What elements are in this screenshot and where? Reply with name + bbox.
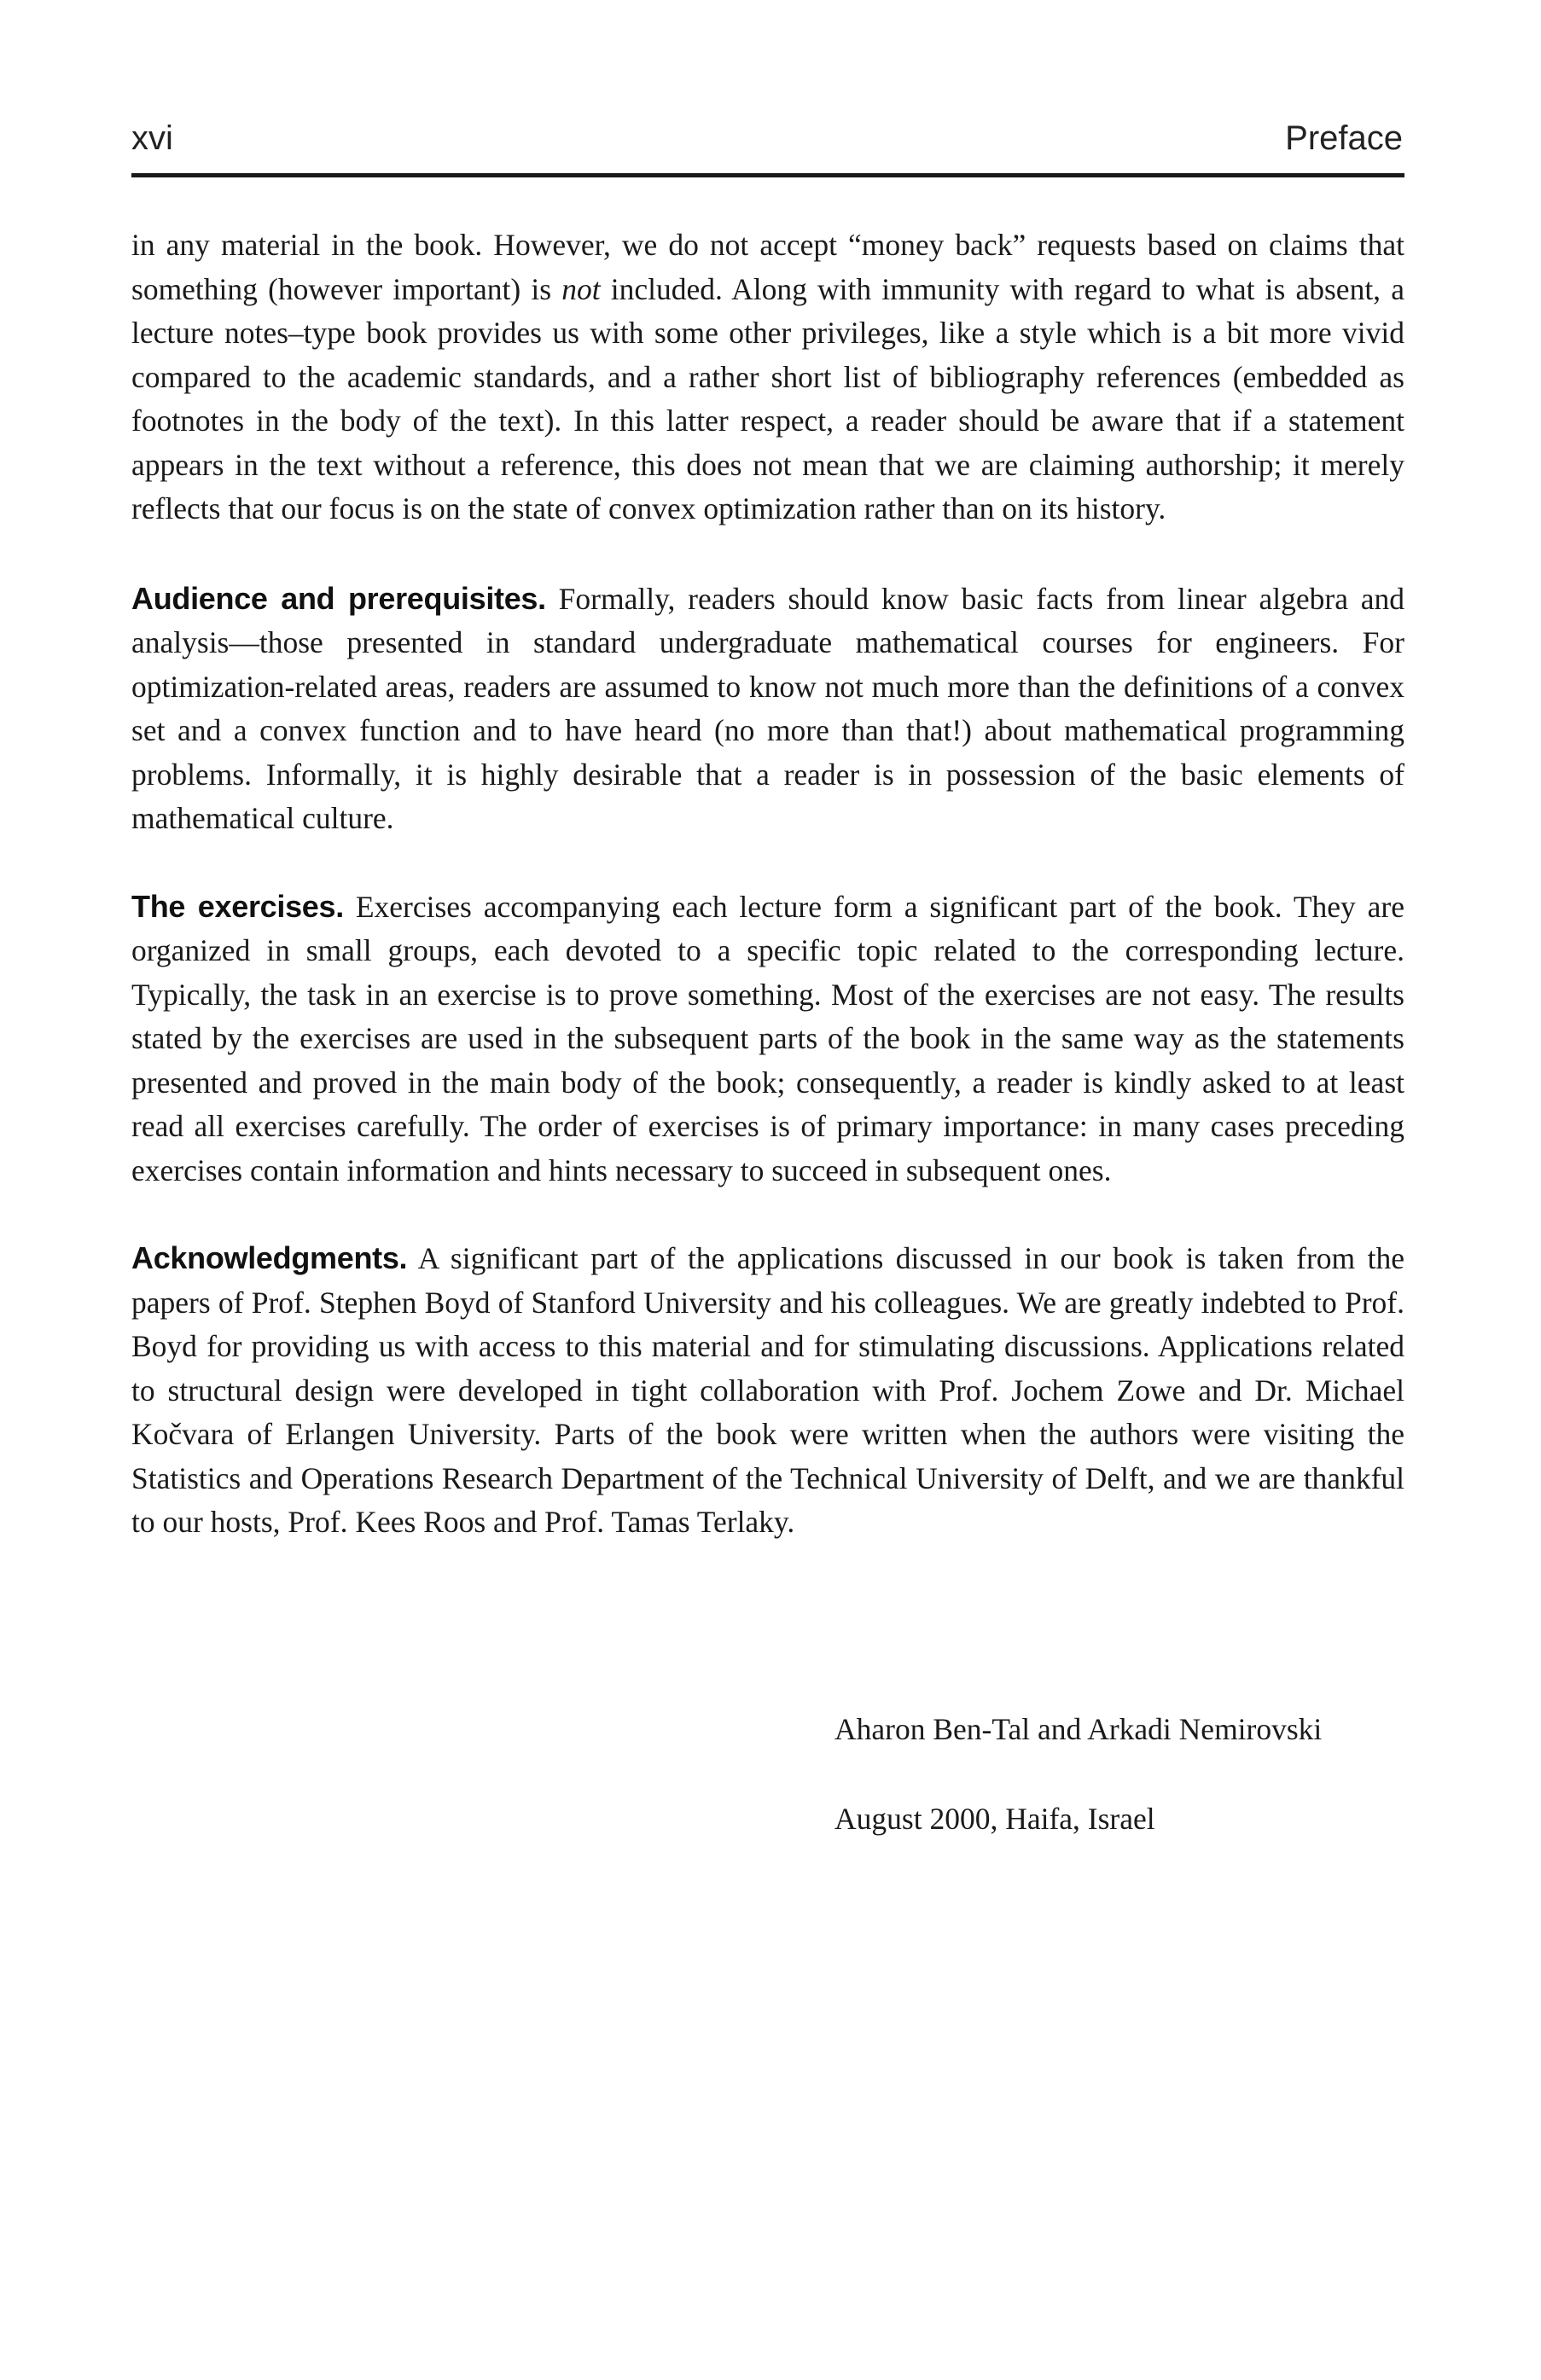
intro-paragraph (131, 223, 1404, 531)
signature-block (834, 1708, 1404, 1841)
exercises-paragraph (131, 885, 1404, 1193)
intro-emphasis: not (561, 271, 601, 306)
acknowledgments-paragraph (131, 1236, 1404, 1545)
exercises-heading: The exercises. (131, 888, 344, 924)
intro-text-part2: included. Along with immunity with regard to what is absent, a lecture notes–type book provides us with some other privileges, like a style which is a bit more vivid compared to the academic standards, and a rather short list of bibliography references (embedded as footnotes in the body of the text). In this latter respect, a reader should be aware that if a statement appears in the text without a reference, this does not mean that we are claiming authorship; it merely reflects that our focus is on the state of convex optimization rather than on its history. (131, 271, 1404, 525)
header-rule (131, 173, 1404, 177)
date-place: August 2000, Haifa, Israel (834, 1801, 1155, 1836)
running-head (131, 119, 1403, 172)
chapter-title: Preface (1285, 119, 1403, 157)
audience-text: Formally, readers should know basic facts from linear algebra and analysis—those presented in standard undergraduate mathematical courses for engineers. For optimization-related areas, readers are assumed to know not much more than the definitions of a convex set and a convex function and to have heard (no more than that!) about mathematical programming problems. Informally, it is highly desirable that a reader is in possession of the basic elements of mathematical culture. (131, 581, 1404, 835)
acknowledgments-heading: Acknowledgments. (131, 1240, 408, 1275)
exercises-text: Exercises accompanying each lecture form a significant part of the book. They are organized in small groups, each devoted to a specific topic related to the corresponding lecture. Typically, the task in an exercise is to prove something. Most of the exercises are not easy. The results stated by the exercises are used in the subsequent parts of the book in the same way as the statements presented and proved in the main body of the book; consequently, a reader is kindly asked to at least read all exercises carefully. The order of exercises is of primary importance: in many cases preceding exercises contain information and hints necessary to succeed in subsequent ones. (131, 889, 1404, 1187)
authors-signature: Aharon Ben-Tal and Arkadi Nemirovski (834, 1712, 1323, 1746)
preface-body (131, 223, 1404, 1588)
intro-text-part1: in any material in the book. However, we do not accept “money back” requests based on claims that something (however important) is (131, 228, 1404, 306)
page-number: xvi (131, 119, 173, 157)
audience-paragraph (131, 577, 1404, 841)
acknowledgments-text: A significant part of the applications discussed in our book is taken from the papers of Prof. Stephen Boyd of Stanford University and his colleagues. We are greatly indebted to Prof. Boyd for providing us with access to this material and for stimulating discussions. Applications related to structural design were developed in tight collaboration with Prof. Jochem Zowe and Dr. Michael Kočvara of Erlangen University. Parts of the book were written when the authors were visiting the Statistics and Operations Research Department of the Technical University of Delft, and we are thankful to our hosts, Prof. Kees Roos and Prof. Tamas Terlaky. (131, 1241, 1404, 1539)
audience-heading: Audience and prerequisites. (131, 580, 546, 616)
